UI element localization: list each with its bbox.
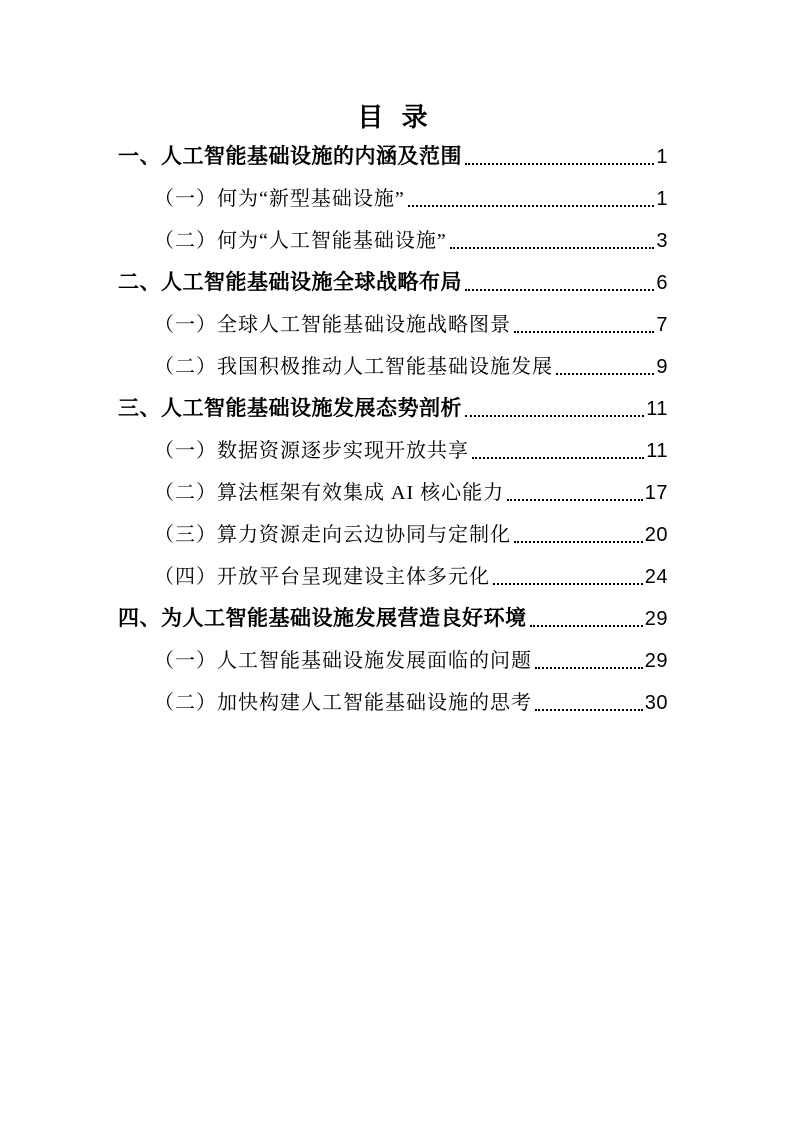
toc-entry-page: 30 [644, 692, 668, 714]
toc-entry-label: （一）何为“新型基础设施” [154, 188, 405, 210]
toc-entry[interactable] [118, 598, 668, 640]
toc-entry-page: 7 [656, 314, 668, 336]
toc-entry-page: 3 [656, 230, 668, 252]
toc-entry-page: 24 [644, 566, 668, 588]
toc-entry-label: （三）算力资源走向云边协同与定制化 [154, 524, 511, 546]
toc-dot-leader [514, 331, 654, 333]
toc-entry-page: 11 [646, 398, 668, 420]
toc-entry[interactable] [118, 514, 668, 556]
toc-list [118, 136, 668, 724]
toc-dot-leader [507, 499, 643, 501]
toc-entry-label: （二）算法框架有效集成 AI 核心能力 [154, 482, 505, 504]
toc-entry-label: （二）我国积极推动人工智能基础设施发展 [154, 356, 553, 378]
toc-entry-label: 三、人工智能基础设施发展态势剖析 [118, 397, 462, 420]
toc-dot-leader [465, 289, 654, 291]
toc-dot-leader [530, 625, 643, 627]
toc-entry-page: 29 [644, 608, 668, 630]
toc-dot-leader [535, 709, 643, 711]
toc-entry-label: （四）开放平台呈现建设主体多元化 [154, 566, 490, 588]
toc-dot-leader [535, 667, 643, 669]
toc-entry[interactable] [118, 388, 668, 430]
toc-dot-leader [408, 205, 655, 207]
toc-entry-label: 一、人工智能基础设施的内涵及范围 [118, 145, 462, 168]
toc-entry-label: （二）何为“人工智能基础设施” [154, 230, 447, 252]
toc-entry-page: 17 [644, 482, 668, 504]
toc-dot-leader [472, 457, 644, 459]
toc-entry-page: 9 [656, 356, 668, 378]
toc-entry[interactable] [118, 136, 668, 178]
toc-dot-leader [556, 373, 654, 375]
toc-entry-label: （一）数据资源逐步实现开放共享 [154, 440, 469, 462]
toc-entry-label: （二）加快构建人工智能基础设施的思考 [154, 692, 532, 714]
toc-entry[interactable] [118, 556, 668, 598]
toc-entry-page: 1 [656, 146, 668, 168]
page-title: 目 录 [357, 102, 429, 132]
toc-entry-page: 29 [644, 650, 668, 672]
toc-entry[interactable] [118, 304, 668, 346]
toc-entry[interactable] [118, 262, 668, 304]
toc-entry-page: 20 [644, 524, 668, 546]
toc-entry-label: （一）全球人工智能基础设施战略图景 [154, 314, 511, 336]
toc-entry[interactable] [118, 220, 668, 262]
toc-entry[interactable] [118, 640, 668, 682]
toc-entry[interactable] [118, 178, 668, 220]
toc-entry-page: 11 [646, 440, 668, 462]
toc-dot-leader [514, 541, 643, 543]
toc-entry-label: 二、人工智能基础设施全球战略布局 [118, 271, 462, 294]
toc-entry[interactable] [118, 472, 668, 514]
toc-dot-leader [465, 163, 654, 165]
toc-entry-label: （一）人工智能基础设施发展面临的问题 [154, 650, 532, 672]
toc-entry-label: 四、为人工智能基础设施发展营造良好环境 [118, 607, 527, 630]
toc-entry[interactable] [118, 682, 668, 724]
toc-entry[interactable] [118, 346, 668, 388]
toc-entry[interactable] [118, 430, 668, 472]
toc-dot-leader [450, 247, 655, 249]
toc-dot-leader [493, 583, 643, 585]
toc-entry-page: 6 [656, 272, 668, 294]
toc-entry-page: 1 [656, 188, 668, 210]
toc-dot-leader [465, 415, 644, 417]
